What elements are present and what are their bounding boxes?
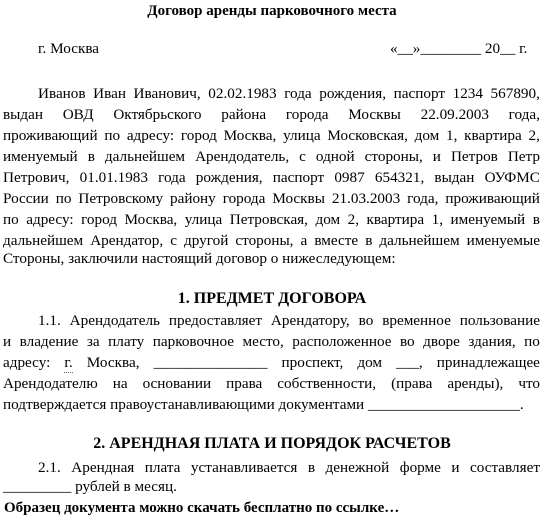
word: в [307, 459, 316, 476]
word: адресу: [26, 211, 74, 228]
word: года, [508, 106, 540, 123]
word: в [87, 148, 95, 165]
word: Москва, [124, 211, 178, 228]
word: дом [357, 354, 383, 371]
word: года [158, 169, 186, 186]
section-1-line [3, 333, 540, 351]
word: и [3, 333, 12, 350]
word: 2, [347, 211, 360, 228]
word: стороны, [364, 148, 423, 165]
word: составляет [470, 459, 540, 476]
word: пользование [459, 312, 540, 329]
word: паспорт [272, 169, 325, 186]
word: за [86, 333, 100, 350]
preamble-line [3, 190, 540, 208]
word: города [222, 190, 266, 207]
section-1-last-line: подтверждается правоустанавливающими документами ____________________. [3, 396, 524, 413]
word: рождения, [195, 169, 263, 186]
word: 2.1. [38, 459, 61, 476]
word: 2, [528, 127, 540, 144]
word: квартира [464, 127, 522, 144]
section-2-last-line: _________ рублей в месяц. [3, 478, 177, 495]
contract-date: «__»________ 20__ г. [390, 40, 528, 57]
section-1-heading: 1. ПРЕДМЕТ ДОГОВОРА [177, 290, 367, 307]
word: город [180, 127, 217, 144]
word: года, [407, 190, 439, 207]
word: стороны, [235, 232, 294, 249]
word: по [55, 190, 72, 207]
word: ___, [396, 354, 423, 371]
word: денежной [325, 459, 390, 476]
word: форме [399, 459, 441, 476]
word: Москва, [86, 354, 140, 371]
preamble-line [3, 169, 540, 187]
section-1-line [3, 375, 540, 393]
section-2-heading: 2. АРЕНДНАЯ ПЛАТА И ПОРЯДОК РАСЧЕТОВ [93, 435, 451, 452]
word: Арендодатель [69, 312, 160, 329]
word: улица [184, 211, 223, 228]
word: владение [19, 333, 79, 350]
word: с [170, 232, 177, 249]
contract-place: г. Москва [38, 40, 100, 57]
word: а [300, 232, 308, 249]
word: улица [283, 127, 321, 144]
preamble-line [3, 127, 540, 145]
word: и [432, 148, 441, 165]
section-2-line [38, 459, 540, 477]
word: Петровскому [78, 190, 164, 207]
word: Арендная [71, 459, 135, 476]
word: г. [64, 354, 73, 371]
word: дальнейшем [104, 148, 186, 165]
word: 22.09.2003 [420, 106, 489, 123]
word: дом [414, 127, 440, 144]
preamble-line [3, 232, 540, 250]
preamble-line [3, 148, 540, 166]
word: Петр [507, 148, 540, 165]
word: Арендатор, [90, 232, 164, 249]
word: проживающий [3, 127, 98, 144]
word: именуемый [3, 148, 78, 165]
word: дворе [423, 333, 460, 350]
word: Московская, [327, 127, 408, 144]
word: паспорт [393, 85, 446, 102]
download-note: Образец документа можно скачать бесплатно по ссылке… [4, 500, 400, 516]
word: что [518, 375, 540, 392]
word: (права [391, 375, 433, 392]
word: Арендодатель, [195, 148, 290, 165]
word: на [112, 375, 128, 392]
word: по [524, 333, 540, 350]
word: _______________ [153, 354, 268, 371]
word: дом [315, 211, 341, 228]
word: выдан [434, 169, 475, 186]
word: Москвы [348, 106, 401, 123]
word: района [221, 106, 267, 123]
word: плату [108, 333, 145, 350]
word: и [451, 459, 460, 476]
word: адресу: [126, 127, 175, 144]
word: 21.03.2003 [331, 190, 401, 207]
word: Арендодателю [3, 375, 98, 392]
word: квартира [366, 211, 425, 228]
word: во [358, 312, 374, 329]
word: дальнейшем [379, 232, 460, 249]
word: именуемые [466, 232, 540, 249]
word: по [104, 127, 121, 144]
word: устанавливается [190, 459, 298, 476]
word: выдан [3, 106, 43, 123]
word: Октябрьского [113, 106, 202, 123]
word: парковочное [152, 333, 234, 350]
word: адресу: [3, 354, 51, 371]
word: 567890, [490, 85, 540, 102]
preamble-line [38, 85, 540, 103]
word: одной [315, 148, 355, 165]
word: району [170, 190, 216, 207]
word: 1234 [452, 85, 483, 102]
word: Иванович, [133, 85, 201, 102]
section-1-line [38, 312, 540, 330]
word: Москвы [272, 190, 325, 207]
word: в [532, 211, 540, 228]
preamble-line [3, 211, 540, 229]
word: 02.02.1983 [208, 85, 277, 102]
word: предоставляет [168, 312, 263, 329]
word: проспект, [281, 354, 344, 371]
word: собственности, [277, 375, 377, 392]
preamble-line [3, 106, 540, 124]
word: 1, [446, 127, 458, 144]
preamble-last-line: Стороны, заключили настоящий договор о нижеследующем: [3, 250, 396, 267]
word: города [285, 106, 329, 123]
word: по [3, 211, 19, 228]
word: место, [242, 333, 284, 350]
word: Иванов [38, 85, 86, 102]
word: 1, [431, 211, 443, 228]
word: принадлежащее [436, 354, 540, 371]
word: Петрович, [3, 169, 70, 186]
word: дальнейшем [3, 232, 84, 249]
word: проживающий [445, 190, 540, 207]
word: рождения, [319, 85, 387, 102]
word: Арендатору, [270, 312, 350, 329]
word: основании [142, 375, 212, 392]
document-title: Договор аренды парковочного места [147, 3, 397, 19]
word: расположенное [292, 333, 392, 350]
word: в [365, 232, 373, 249]
word: ОУФМС [484, 169, 540, 186]
word: город [81, 211, 117, 228]
word: с [299, 148, 306, 165]
word: здания, [468, 333, 516, 350]
word: ОВД [62, 106, 94, 123]
word: Москва, [223, 127, 277, 144]
word: 0987 [334, 169, 365, 186]
word: во [399, 333, 415, 350]
word: 1.1. [38, 312, 61, 329]
word: Петровская, [229, 211, 308, 228]
word: плата [144, 459, 181, 476]
word: Петров [450, 148, 498, 165]
word: вместе [314, 232, 359, 249]
word: России [3, 190, 49, 207]
word: 654321, [374, 169, 425, 186]
word: 01.01.1983 [79, 169, 148, 186]
word: года [284, 85, 312, 102]
word: временное [382, 312, 451, 329]
word: права [226, 375, 263, 392]
word: Иван [93, 85, 126, 102]
section-1-line [3, 354, 540, 373]
word: другой [184, 232, 229, 249]
word: именуемый [450, 211, 526, 228]
word: аренды), [447, 375, 504, 392]
